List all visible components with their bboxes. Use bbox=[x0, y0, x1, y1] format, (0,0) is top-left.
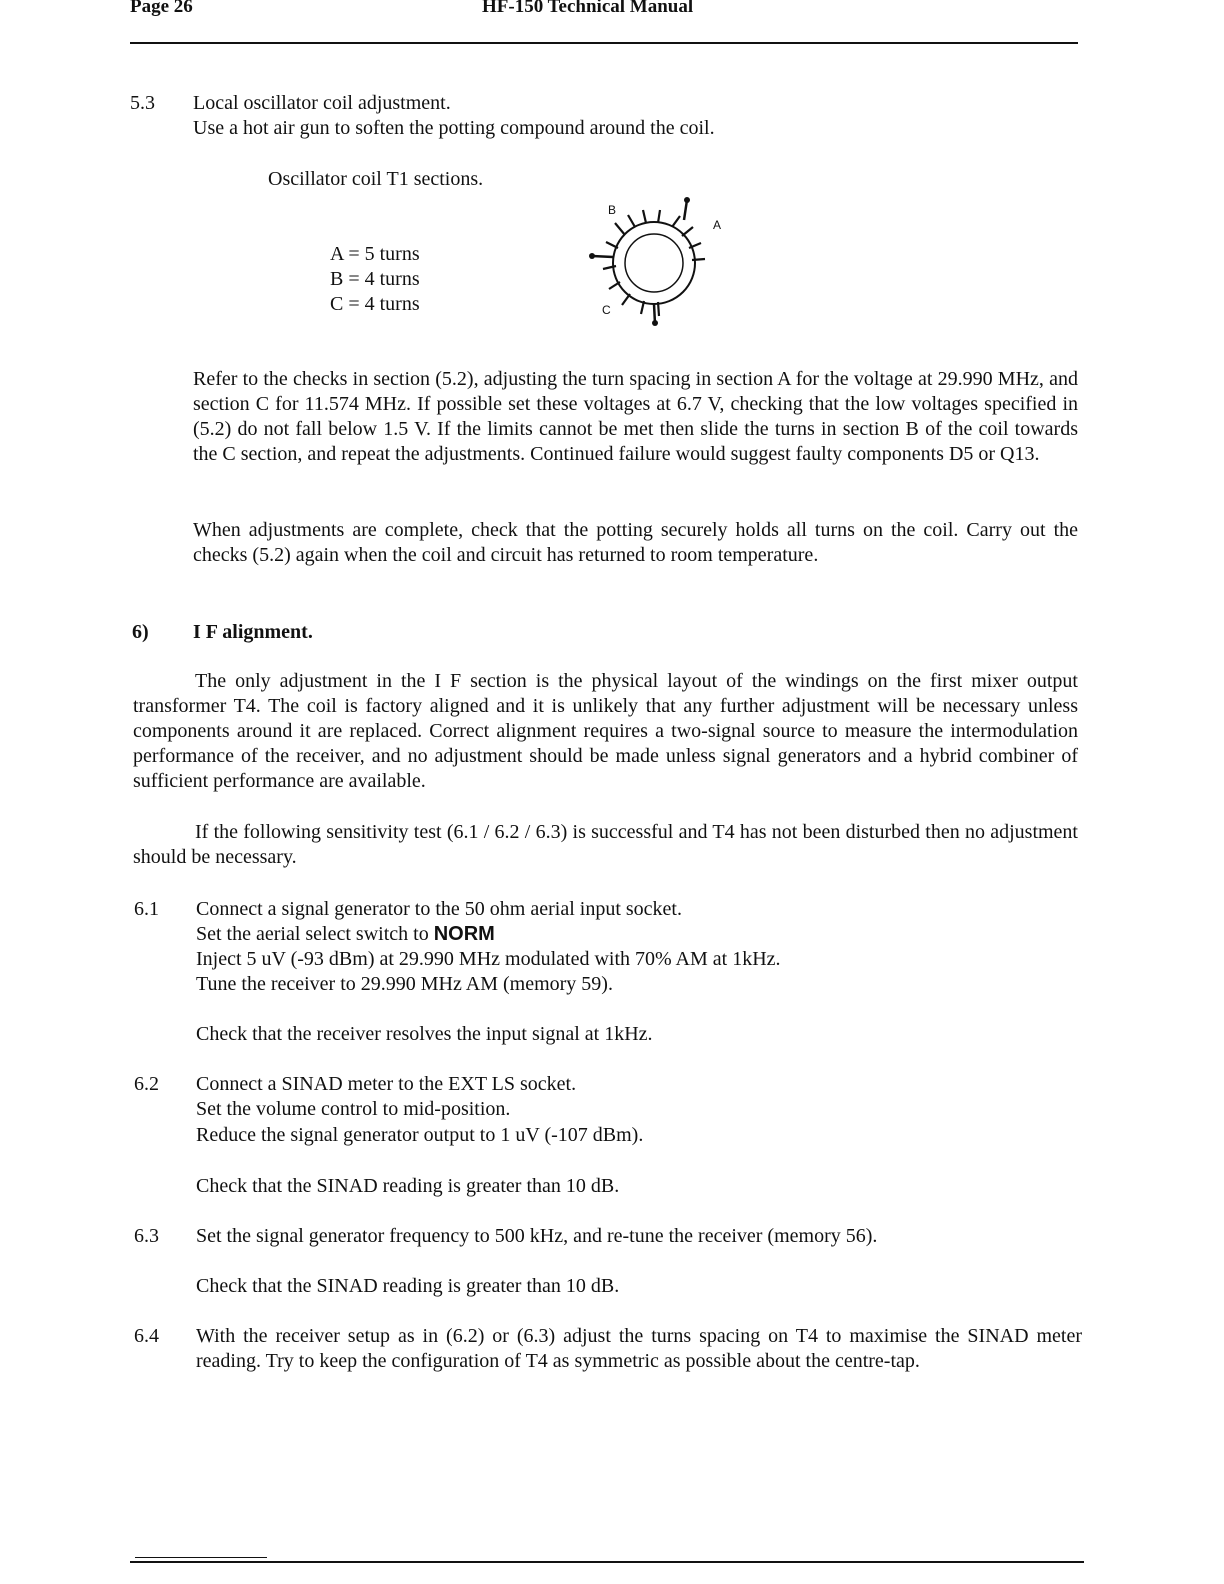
section-6-3-line-1: Set the signal generator frequency to 500 kHz, and re-tune the receiver (memory 56). bbox=[196, 1225, 878, 1247]
section-6-1-check: Check that the receiver resolves the input signal at 1kHz. bbox=[196, 1023, 653, 1045]
diagram-caption: Oscillator coil T1 sections. bbox=[268, 168, 484, 190]
section-6-2-line-1: Connect a SINAD meter to the EXT LS socket. bbox=[196, 1073, 577, 1095]
section-5-3-number: 5.3 bbox=[130, 92, 155, 114]
aerial-switch-instruction: Set the aerial select switch to bbox=[196, 923, 429, 945]
turns-a: A = 5 turns bbox=[330, 243, 420, 265]
diagram-label-c: C bbox=[602, 303, 611, 317]
section-6-1-number: 6.1 bbox=[134, 898, 159, 920]
section-6-4-number: 6.4 bbox=[134, 1325, 159, 1347]
footer-rule bbox=[130, 1561, 1084, 1563]
section-6-3-number: 6.3 bbox=[134, 1225, 159, 1247]
section-6-1-line-4: Tune the receiver to 29.990 MHz AM (memory 59). bbox=[196, 973, 613, 995]
header-rule bbox=[130, 42, 1078, 44]
section-6-paragraph-1: The only adjustment in the I F section is the physical layout of the windings on the first mixer output transformer T4. The coil is factory aligned and it is unlikely that any further adjustment will be necessary unless components around it are replaced. Correct alignment requires a two-signal source to measure the intermodulation performance of the receiver, and no adjustment should be made unless signal generators and a hybrid combiner of sufficient performance are available. bbox=[133, 670, 1078, 792]
coil-core-inner bbox=[625, 234, 683, 292]
diagram-label-a: A bbox=[713, 218, 722, 232]
document-title: HF-150 Technical Manual bbox=[482, 0, 694, 17]
section-5-3-paragraph-1: Refer to the checks in section (5.2), adjusting the turn spacing in section A for the voltage at 29.990 MHz, and section C for 11.574 MHz. If possible set these voltages at 6.7 V, checking that the low voltages specified in (5.2) do not fall below 1.5 V. If the limits cannot be met then slide the turns in section B of the coil towards the C section, and repeat the adjustments. Continued failure would suggest faulty components D5 or Q13. bbox=[193, 368, 1078, 465]
page-number: Page 26 bbox=[130, 0, 193, 17]
section-6-1-line-3: Inject 5 uV (-93 dBm) at 29.990 MHz modulated with 70% AM at 1kHz. bbox=[196, 948, 781, 970]
turns-b: B = 4 turns bbox=[330, 268, 420, 290]
section-6-paragraph-2: If the following sensitivity test (6.1 / 6.2 / 6.3) is successful and T4 has not been disturbed then no adjustment should be necessary. bbox=[133, 821, 1078, 868]
tap-c-dot bbox=[652, 320, 658, 326]
section-6-3-check: Check that the SINAD reading is greater than 10 dB. bbox=[196, 1275, 620, 1297]
section-6-2-check: Check that the SINAD reading is greater than 10 dB. bbox=[196, 1175, 620, 1197]
coil-windings bbox=[603, 210, 705, 316]
tap-center-dot bbox=[589, 253, 595, 259]
section-6-2-line-3: Reduce the signal generator output to 1 uV (-107 dBm). bbox=[196, 1124, 644, 1146]
section-5-3-paragraph-2: When adjustments are complete, check that the potting securely holds all turns on the coil. Carry out the checks (5.2) again when the coil and circuit has returned to room temperature. bbox=[193, 519, 1078, 566]
section-6-title: I F alignment. bbox=[193, 621, 313, 643]
section-5-3-title: Local oscillator coil adjustment. bbox=[193, 92, 451, 114]
section-6-1-line-1: Connect a signal generator to the 50 ohm aerial input socket. bbox=[196, 898, 682, 920]
section-6-2-number: 6.2 bbox=[134, 1073, 159, 1095]
tap-a-dot bbox=[684, 197, 690, 203]
section-6-number: 6) bbox=[132, 621, 149, 643]
section-5-3-instruction: Use a hot air gun to soften the potting compound around the coil. bbox=[193, 117, 715, 139]
footer-rule-short bbox=[135, 1557, 267, 1558]
section-6-1-line-2 bbox=[196, 922, 495, 946]
section-6-2-line-2: Set the volume control to mid-position. bbox=[196, 1098, 511, 1120]
aerial-switch-value: NORM bbox=[433, 923, 495, 945]
diagram-label-b: B bbox=[608, 203, 617, 217]
turns-c: C = 4 turns bbox=[330, 293, 420, 315]
oscillator-coil-diagram bbox=[588, 196, 728, 326]
section-6-4-paragraph: With the receiver setup as in (6.2) or (6.3) adjust the turns spacing on T4 to maximise the SINAD meter reading. Try to keep the configuration of T4 as symmetric as possible about the centre-tap. bbox=[196, 1325, 1082, 1372]
